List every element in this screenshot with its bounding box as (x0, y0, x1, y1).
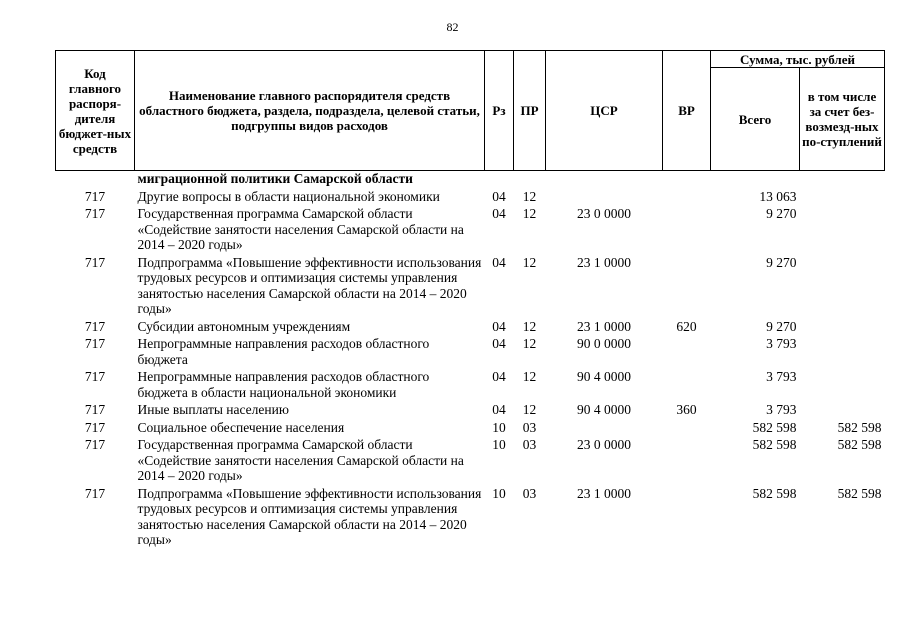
cell-csr: 90 4 0000 (577, 369, 631, 384)
cell-csr (546, 418, 663, 436)
cell-vr (663, 171, 711, 187)
table-body (56, 171, 885, 548)
table-row (56, 253, 885, 317)
cell-name: Подпрограмма «Повышение эффективности использования трудовых ресурсов и оптимизация системы управления занятостью населения Самарской области на 2014 – 2020 годы» (137, 254, 482, 316)
cell-free: 582 598 (837, 485, 882, 501)
table-header (56, 51, 885, 171)
cell-vr (663, 484, 711, 548)
cell-vr (663, 204, 711, 253)
cell-csr: 90 0 0000 (577, 336, 631, 351)
cell-total: 13 063 (759, 188, 797, 204)
header-pr: ПР (514, 51, 546, 171)
cell-free (800, 334, 885, 367)
cell-vr (663, 334, 711, 367)
cell-total: 9 270 (766, 206, 797, 221)
cell-vr (663, 253, 711, 317)
cell-rz: 04 (492, 318, 506, 334)
cell-vr (663, 187, 711, 205)
cell-name: миграционной политики Самарской области (137, 171, 413, 186)
cell-free (800, 367, 885, 400)
table-row (56, 400, 885, 418)
cell-vr (663, 418, 711, 436)
cell-pr: 12 (522, 402, 537, 417)
cell-rz: 04 (492, 254, 506, 270)
table-row (56, 204, 885, 253)
cell-total (711, 171, 800, 187)
cell-total: 3 793 (766, 369, 797, 384)
cell-code (56, 171, 135, 187)
header-sum: Сумма, тыс. рублей (711, 51, 885, 68)
cell-vr: 620 (676, 318, 697, 334)
table-row (56, 484, 885, 548)
table-row (56, 367, 885, 400)
cell-rz: 04 (492, 336, 506, 351)
cell-code: 717 (84, 369, 106, 384)
cell-csr (546, 171, 663, 187)
cell-csr: 90 4 0000 (577, 402, 631, 417)
cell-code: 717 (84, 254, 106, 270)
cell-csr: 23 0 0000 (577, 206, 631, 221)
cell-free (800, 317, 885, 335)
cell-pr: 12 (522, 318, 537, 334)
cell-free (800, 171, 885, 187)
cell-total: 582 598 (752, 437, 797, 452)
cell-pr: 03 (522, 419, 537, 435)
cell-name: Государственная программа Самарской области «Содействие занятости населения Самарской области на 2014 – 2020 годы» (137, 437, 464, 483)
cell-free: 582 598 (837, 419, 882, 435)
cell-csr: 23 1 0000 (577, 254, 631, 270)
budget-table (55, 50, 885, 548)
cell-rz: 04 (492, 188, 506, 204)
cell-pr: 12 (522, 254, 537, 270)
table-row (56, 334, 885, 367)
cell-vr (663, 367, 711, 400)
cell-name: Непрограммные направления расходов областного бюджета в области национальной экономики (137, 369, 430, 400)
cell-pr: 12 (522, 369, 537, 384)
cell-code: 717 (84, 437, 106, 452)
cell-total: 3 793 (766, 336, 797, 351)
cell-name: Подпрограмма «Повышение эффективности использования трудовых ресурсов и оптимизация системы управления занятостью населения Самарской области на 2014 – 2020 годы» (137, 485, 482, 547)
cell-name: Субсидии автономным учреждениям (137, 318, 351, 334)
header-code: Код главного распоря-дителя бюджет-ных средств (56, 51, 135, 171)
table-row (56, 418, 885, 436)
cell-total: 582 598 (752, 419, 797, 435)
header-total: Всего (711, 68, 800, 171)
cell-csr: 23 1 0000 (577, 318, 631, 334)
cell-name: Иные выплаты населению (137, 402, 289, 417)
cell-rz: 10 (492, 437, 506, 452)
table-row (56, 317, 885, 335)
cell-rz: 04 (492, 402, 506, 417)
cell-code: 717 (84, 485, 106, 501)
cell-csr: 23 0 0000 (577, 437, 631, 452)
cell-code: 717 (84, 419, 106, 435)
cell-rz: 04 (492, 206, 506, 221)
header-vr: ВР (663, 51, 711, 171)
cell-total: 9 270 (766, 254, 797, 270)
cell-code: 717 (84, 402, 106, 417)
cell-vr (663, 435, 711, 484)
cell-free (800, 253, 885, 317)
cell-total: 9 270 (766, 318, 797, 334)
cell-free (800, 400, 885, 418)
cell-name: Непрограммные направления расходов областного бюджета (137, 336, 430, 367)
header-csr: ЦСР (546, 51, 663, 171)
table-row (56, 187, 885, 205)
cell-name: Государственная программа Самарской области «Содействие занятости населения Самарской области на 2014 – 2020 годы» (137, 206, 464, 252)
cell-pr: 12 (522, 206, 537, 221)
cell-code: 717 (84, 336, 106, 351)
cell-rz (485, 171, 514, 187)
cell-name: Социальное обеспечение населения (137, 419, 345, 435)
cell-code: 717 (84, 188, 106, 204)
cell-name: Другие вопросы в области национальной экономики (137, 188, 440, 204)
cell-free: 582 598 (837, 437, 882, 452)
cell-total: 582 598 (752, 485, 797, 501)
cell-vr: 360 (676, 402, 697, 417)
cell-free (800, 204, 885, 253)
cell-csr (546, 187, 663, 205)
page-number: 82 (446, 20, 459, 34)
cell-free (800, 187, 885, 205)
cell-rz: 10 (492, 485, 506, 501)
cell-pr: 12 (522, 336, 537, 351)
cell-total: 3 793 (766, 402, 797, 417)
table-row (56, 171, 885, 187)
table-row (56, 435, 885, 484)
header-name: Наименование главного распорядителя средств областного бюджета, раздела, подраздела, целевой статьи, подгруппы видов расходов (135, 51, 485, 171)
cell-pr: 12 (522, 188, 537, 204)
cell-rz: 04 (492, 369, 506, 384)
cell-pr: 03 (522, 437, 537, 452)
cell-code: 717 (84, 206, 106, 221)
cell-csr: 23 1 0000 (577, 485, 631, 501)
cell-pr: 03 (522, 485, 537, 501)
cell-pr (514, 171, 546, 187)
cell-code: 717 (84, 318, 106, 334)
header-rz: Рз (485, 51, 514, 171)
header-free: в том числе за счет без-возмезд-ных по-ступлений (800, 68, 885, 171)
cell-rz: 10 (492, 419, 506, 435)
